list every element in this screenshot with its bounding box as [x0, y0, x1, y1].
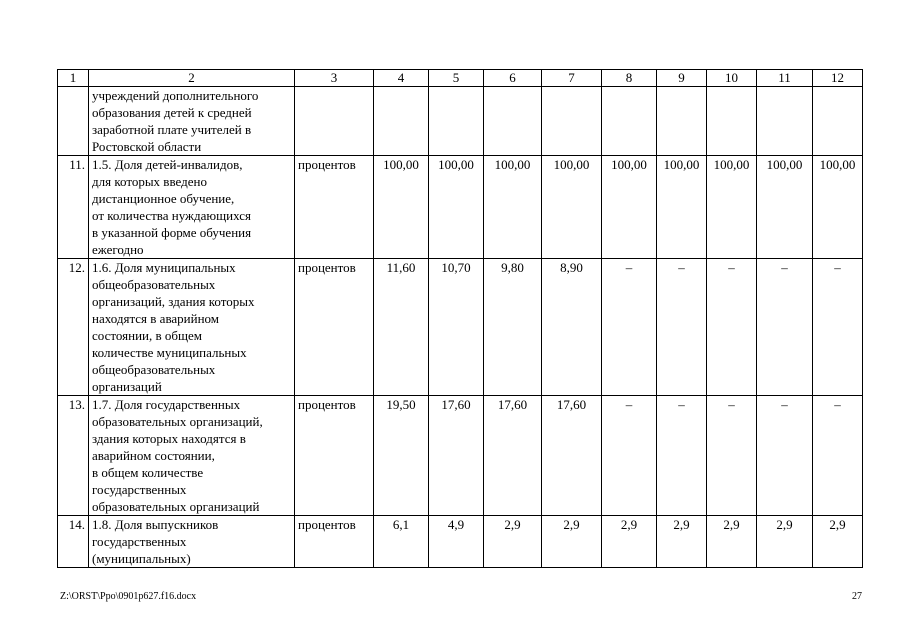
indicator-name-line: аварийном состоянии, [92, 448, 215, 463]
col-header-5: 5 [429, 70, 484, 87]
indicator-name-line: организаций [92, 379, 162, 394]
value-cell: 100,00 [429, 156, 484, 259]
indicator-name-line: здания которых находятся в [92, 431, 246, 446]
indicator-name-line: учреждений дополнительного [92, 88, 259, 103]
value-cell: 2,9 [484, 516, 542, 568]
value-cell: – [813, 259, 863, 396]
table-row [58, 259, 863, 396]
unit-cell [295, 87, 374, 156]
value-cell: 8,90 [542, 259, 602, 396]
value-cell [542, 87, 602, 156]
value-cell: 100,00 [602, 156, 657, 259]
value-cell: 17,60 [484, 396, 542, 516]
value-cell [602, 87, 657, 156]
unit-cell: процентов [295, 516, 374, 568]
indicator-name-line: 1.8. Доля выпускников [92, 517, 219, 532]
col-header-3: 3 [295, 70, 374, 87]
table-row [58, 396, 863, 516]
unit-cell: процентов [295, 259, 374, 396]
value-cell: 100,00 [542, 156, 602, 259]
indicators-table [57, 69, 863, 568]
value-cell: 4,9 [429, 516, 484, 568]
footer-file-path: Z:\ORST\Ppo\0901p627.f16.docx [60, 591, 197, 602]
row-number: 14. [58, 516, 89, 568]
value-cell [813, 87, 863, 156]
row-number [58, 87, 89, 156]
value-cell: 100,00 [374, 156, 429, 259]
indicator-name-line: в указанной форме обучения [92, 225, 252, 240]
value-cell [757, 87, 813, 156]
col-header-9: 9 [657, 70, 707, 87]
indicator-name-line: находятся в аварийном [92, 311, 220, 326]
value-cell: 17,60 [542, 396, 602, 516]
unit-cell: процентов [295, 156, 374, 259]
row-number: 13. [58, 396, 89, 516]
value-cell: – [657, 259, 707, 396]
value-cell [657, 87, 707, 156]
indicator-name-line: общеобразовательных [92, 277, 216, 292]
indicator-name-line: организаций, здания которых [92, 294, 255, 309]
table-row [58, 156, 863, 259]
indicator-name-line: (муниципальных) [92, 551, 191, 566]
col-header-10: 10 [707, 70, 757, 87]
value-cell [707, 87, 757, 156]
value-cell: – [707, 396, 757, 516]
value-cell [429, 87, 484, 156]
value-cell: 100,00 [707, 156, 757, 259]
indicator-name-line: общеобразовательных [92, 362, 216, 377]
col-header-4: 4 [374, 70, 429, 87]
value-cell [484, 87, 542, 156]
value-cell: – [757, 396, 813, 516]
indicator-name-line: от количества нуждающихся [92, 208, 251, 223]
page-number: 27 [852, 591, 862, 602]
unit-cell: процентов [295, 396, 374, 516]
value-cell: 2,9 [757, 516, 813, 568]
indicator-name-line: Ростовской области [92, 139, 202, 154]
indicator-name [89, 156, 295, 259]
value-cell: – [707, 259, 757, 396]
col-header-6: 6 [484, 70, 542, 87]
col-header-7: 7 [542, 70, 602, 87]
indicator-name-line: образовательных организаций, [92, 414, 263, 429]
value-cell: 100,00 [813, 156, 863, 259]
indicator-name-line: в общем количестве [92, 465, 204, 480]
indicator-name-line: дистанционное обучение, [92, 191, 235, 206]
value-cell: 11,60 [374, 259, 429, 396]
value-cell: 19,50 [374, 396, 429, 516]
value-cell: 2,9 [602, 516, 657, 568]
value-cell: – [757, 259, 813, 396]
indicator-name [89, 87, 295, 156]
indicator-name [89, 259, 295, 396]
table-row [58, 516, 863, 568]
indicator-name-line: заработной плате учителей в [92, 122, 252, 137]
value-cell: 6,1 [374, 516, 429, 568]
col-header-11: 11 [757, 70, 813, 87]
value-cell: 2,9 [813, 516, 863, 568]
value-cell [374, 87, 429, 156]
indicator-name-line: 1.7. Доля государственных [92, 397, 241, 412]
indicator-name-line: 1.6. Доля муниципальных [92, 260, 236, 275]
row-number: 12. [58, 259, 89, 396]
col-header-8: 8 [602, 70, 657, 87]
table-row [58, 87, 863, 156]
indicator-name-line: ежегодно [92, 242, 144, 257]
value-cell: 100,00 [657, 156, 707, 259]
value-cell: – [602, 259, 657, 396]
indicator-name [89, 396, 295, 516]
indicator-name-line: государственных [92, 534, 187, 549]
col-header-2: 2 [89, 70, 295, 87]
col-header-1: 1 [58, 70, 89, 87]
value-cell: – [657, 396, 707, 516]
value-cell: – [813, 396, 863, 516]
value-cell: 17,60 [429, 396, 484, 516]
indicator-name [89, 516, 295, 568]
indicator-name-line: количестве муниципальных [92, 345, 247, 360]
indicator-name-line: государственных [92, 482, 187, 497]
col-header-12: 12 [813, 70, 863, 87]
header-row [58, 70, 863, 87]
value-cell: – [602, 396, 657, 516]
value-cell: 100,00 [757, 156, 813, 259]
row-number: 11. [58, 156, 89, 259]
indicator-name-line: 1.5. Доля детей-инвалидов, [92, 157, 243, 172]
value-cell: 10,70 [429, 259, 484, 396]
indicator-name-line: образовательных организаций [92, 499, 260, 514]
indicator-name-line: образования детей к средней [92, 105, 252, 120]
table-body [58, 87, 863, 568]
indicator-name-line: для которых введено [92, 174, 207, 189]
value-cell: 2,9 [657, 516, 707, 568]
value-cell: 100,00 [484, 156, 542, 259]
value-cell: 2,9 [707, 516, 757, 568]
indicator-name-line: состоянии, в общем [92, 328, 202, 343]
value-cell: 9,80 [484, 259, 542, 396]
value-cell: 2,9 [542, 516, 602, 568]
